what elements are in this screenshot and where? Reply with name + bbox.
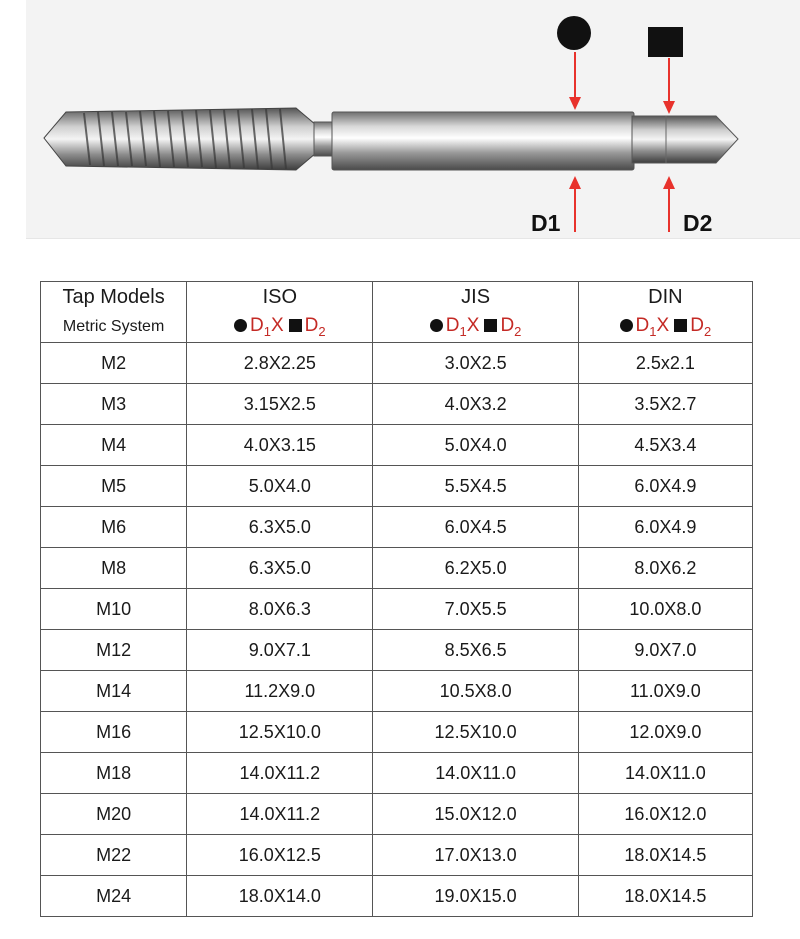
circle-symbol-icon <box>557 16 591 50</box>
cell-iso: 14.0X11.2 <box>187 794 373 835</box>
cell-jis: 17.0X13.0 <box>373 835 578 876</box>
cell-iso: 6.3X5.0 <box>187 507 373 548</box>
filled-square-icon <box>484 319 497 332</box>
tap-threads <box>44 108 316 170</box>
table-row <box>41 671 753 712</box>
cell-din: 16.0X12.0 <box>578 794 752 835</box>
cell-model: M16 <box>41 712 187 753</box>
cell-jis: 7.0X5.5 <box>373 589 578 630</box>
cell-iso: 12.5X10.0 <box>187 712 373 753</box>
cell-iso: 14.0X11.2 <box>187 753 373 794</box>
cell-din: 12.0X9.0 <box>578 712 752 753</box>
cell-model: M18 <box>41 753 187 794</box>
filled-circle-icon <box>234 319 247 332</box>
cell-model: M5 <box>41 466 187 507</box>
cell-model: M4 <box>41 425 187 466</box>
cell-model: M12 <box>41 630 187 671</box>
filled-square-icon <box>289 319 302 332</box>
table-row <box>41 425 753 466</box>
cell-model: M8 <box>41 548 187 589</box>
header-metric-system: Metric System <box>41 312 187 343</box>
table-row <box>41 548 753 589</box>
table-row <box>41 589 753 630</box>
cell-din: 6.0X4.9 <box>578 466 752 507</box>
cell-jis: 15.0X12.0 <box>373 794 578 835</box>
header-din: DIN <box>578 282 752 313</box>
cell-jis: 6.0X4.5 <box>373 507 578 548</box>
table-row <box>41 507 753 548</box>
cell-din: 2.5x2.1 <box>578 343 752 384</box>
cell-iso: 4.0X3.15 <box>187 425 373 466</box>
filled-circle-icon <box>430 319 443 332</box>
cell-iso: 11.2X9.0 <box>187 671 373 712</box>
tap-illustration <box>26 0 800 238</box>
cell-din: 18.0X14.5 <box>578 876 752 917</box>
formula-d2: $D_2$ <box>304 315 326 339</box>
cell-jis: 3.0X2.5 <box>373 343 578 384</box>
cell-din: 4.5X3.4 <box>578 425 752 466</box>
filled-circle-icon <box>620 319 633 332</box>
cell-jis: 4.0X3.2 <box>373 384 578 425</box>
cell-model: M24 <box>41 876 187 917</box>
tap-diagram <box>26 0 800 239</box>
tap-shank <box>332 112 634 170</box>
cell-din: 9.0X7.0 <box>578 630 752 671</box>
table-row <box>41 876 753 917</box>
formula-d1: $D_1X$ <box>445 315 480 339</box>
cell-jis: 12.5X10.0 <box>373 712 578 753</box>
cell-model: M14 <box>41 671 187 712</box>
cell-iso: 8.0X6.3 <box>187 589 373 630</box>
formula-d1: $D_1X$ <box>635 315 670 339</box>
d2-label: D2 <box>683 210 713 236</box>
table-row <box>41 835 753 876</box>
table-row <box>41 753 753 794</box>
cell-model: M20 <box>41 794 187 835</box>
tap-square-end <box>632 116 738 163</box>
cell-iso: 18.0X14.0 <box>187 876 373 917</box>
table-row <box>41 712 753 753</box>
table-row <box>41 466 753 507</box>
table-row <box>41 343 753 384</box>
formula-d2: $D_2$ <box>690 315 712 339</box>
cell-iso: 5.0X4.0 <box>187 466 373 507</box>
cell-iso: 3.15X2.5 <box>187 384 373 425</box>
cell-iso: 6.3X5.0 <box>187 548 373 589</box>
table-row <box>41 794 753 835</box>
cell-din: 8.0X6.2 <box>578 548 752 589</box>
cell-jis: 14.0X11.0 <box>373 753 578 794</box>
cell-model: M10 <box>41 589 187 630</box>
cell-model: M2 <box>41 343 187 384</box>
cell-din: 18.0X14.5 <box>578 835 752 876</box>
cell-iso: 2.8X2.25 <box>187 343 373 384</box>
tap-size-table <box>40 281 753 917</box>
cell-model: M3 <box>41 384 187 425</box>
cell-jis: 5.0X4.0 <box>373 425 578 466</box>
cell-din: 6.0X4.9 <box>578 507 752 548</box>
header-tap-models: Tap Models <box>41 282 187 313</box>
cell-model: M6 <box>41 507 187 548</box>
cell-jis: 8.5X6.5 <box>373 630 578 671</box>
dimension-formula <box>620 315 712 339</box>
d1-label: D1 <box>531 210 561 236</box>
cell-jis: 19.0X15.0 <box>373 876 578 917</box>
cell-din: 3.5X2.7 <box>578 384 752 425</box>
dimension-formula <box>430 315 522 339</box>
jis-formula <box>373 312 578 343</box>
cell-iso: 9.0X7.1 <box>187 630 373 671</box>
table-row <box>41 630 753 671</box>
formula-d2: $D_2$ <box>500 315 522 339</box>
square-symbol-icon <box>648 27 683 57</box>
dimension-formula <box>234 315 326 339</box>
formula-d1: $D_1X$ <box>250 315 284 339</box>
header-iso: ISO <box>187 282 373 313</box>
cell-jis: 5.5X4.5 <box>373 466 578 507</box>
cell-iso: 16.0X12.5 <box>187 835 373 876</box>
cell-din: 11.0X9.0 <box>578 671 752 712</box>
cell-jis: 6.2X5.0 <box>373 548 578 589</box>
table-row <box>41 384 753 425</box>
tap-neck <box>314 122 334 156</box>
cell-din: 14.0X11.0 <box>578 753 752 794</box>
cell-din: 10.0X8.0 <box>578 589 752 630</box>
cell-jis: 10.5X8.0 <box>373 671 578 712</box>
din-formula <box>578 312 752 343</box>
filled-square-icon <box>674 319 687 332</box>
iso-formula <box>187 312 373 343</box>
header-jis: JIS <box>373 282 578 313</box>
cell-model: M22 <box>41 835 187 876</box>
